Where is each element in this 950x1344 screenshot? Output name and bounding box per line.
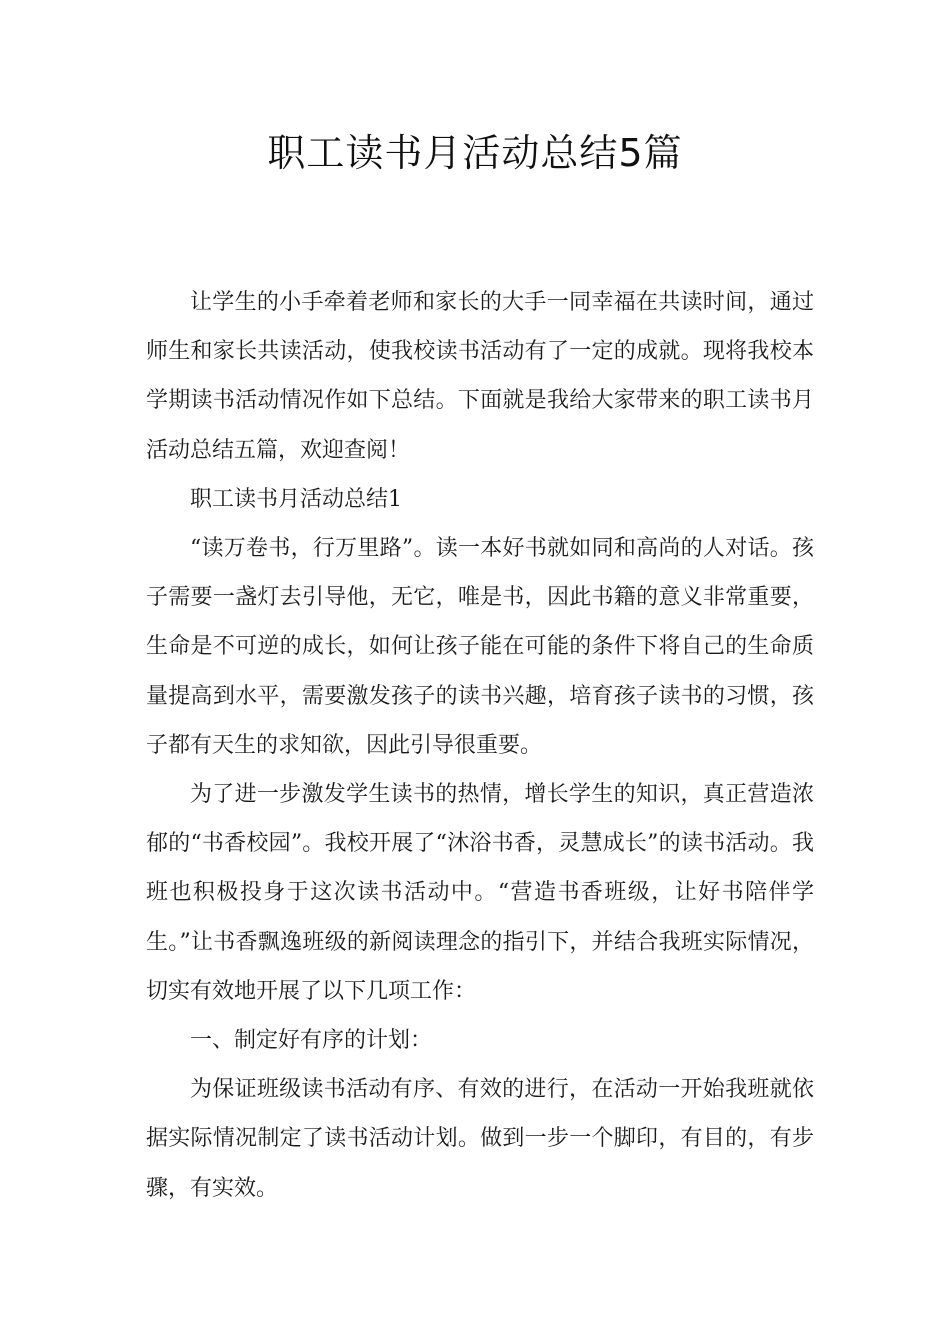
section-heading: 职工读书月活动总结1	[190, 486, 402, 512]
subsection-heading: 一、制定好有序的计划：	[190, 1028, 433, 1054]
intro-paragraph: 让学生的小手牵着老师和家长的大手一同幸福在共读时间，通过师生和家长共读活动，使我校读书活动有了一定的成就。现将我校本学期读书活动情况作如下总结。下面就是我给大家带来的职工读书月活动总结五篇，欢迎查阅！	[146, 290, 814, 463]
body-paragraph: 为保证班级读书活动有序、有效的进行，在活动一开始我班就依据实际情况制定了读书活动计划。做到一步一个脚印，有目的，有步骤，有实效。	[146, 1077, 814, 1201]
body-paragraph: “读万卷书，行万里路”。读一本好书就如同和高尚的人对话。孩子需要一盏灯去引导他，无它，唯是书，因此书籍的意义非常重要，生命是不可逆的成长，如何让孩子能在可能的条件下将自己的生命质量提高到水平，需要激发孩子的读书兴趣，培育孩子读书的习惯，孩子都有天生的求知欲，因此引导很重要。	[146, 536, 814, 758]
body-paragraph: 为了进一步激发学生读书的热情，增长学生的知识，真正营造浓郁的“书香校园”。我校开展了“沐浴书香，灵慧成长”的读书活动。我班也积极投身于这次读书活动中。“营造书香班级，让好书陪伴学生。”让书香飘逸班级的新阅读理念的指引下，并结合我班实际情况，切实有效地开展了以下几项工作：	[146, 782, 814, 1004]
document-title: 职工读书月活动总结5篇	[267, 131, 683, 175]
document-body	[146, 278, 814, 1213]
